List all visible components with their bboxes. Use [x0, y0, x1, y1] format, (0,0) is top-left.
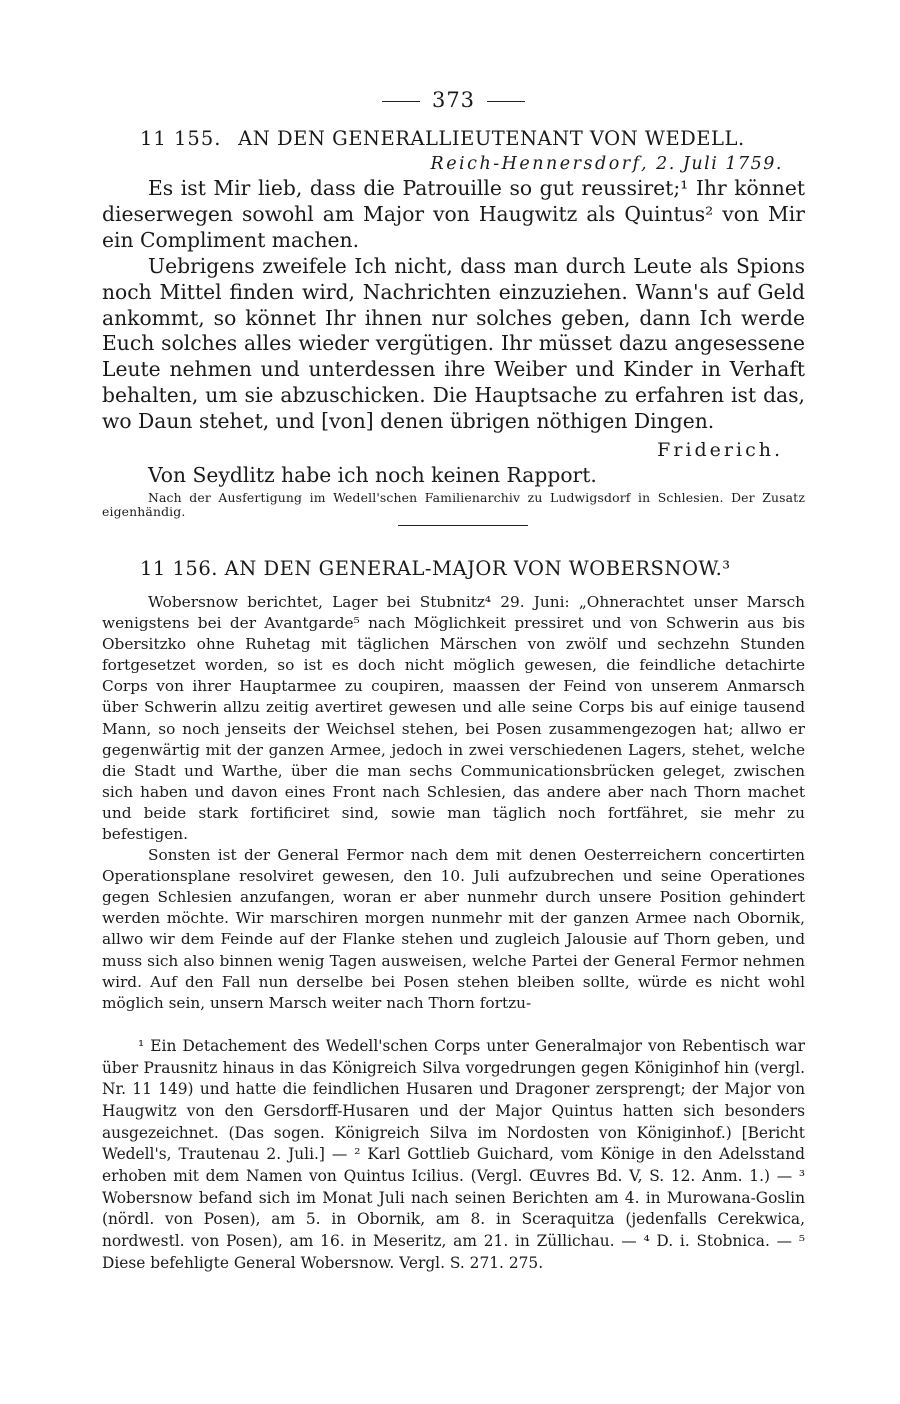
page-number-dash-left — [382, 101, 420, 102]
footnotes: ¹ Ein Detachement des Wedell'schen Corps unter Generalmajor von Rebentisch war über Prausnitz hinaus in das Königreich Silva vorgedrungen gegen Königinhof hin (vergl. Nr. 11 149) und hatte die feindlichen Husaren und Dragoner zersprengt; der Major von Haugwitz von den Gersdorff-Husaren und der Major Quintus hatten sich besonders ausgezeichnet. (Das sogen. Königreich Silva im Nordosten von Königinhof.) [Bericht Wedell's, Trautenau 2. Juli.] — ² Karl Gottlieb Guichard, vom Könige in den Adelsstand erhoben mit dem Namen von Quintus Icilius. (Vergl. Œuvres Bd. V, S. 12. Anm. 1.) — ³ Wobersnow befand sich im Monat Juli nach seinen Berichten am 4. in Murowana-Goslin (nördl. von Posen), am 5. in Obornik, am 8. in Sceraquitza (jedenfalls Cerekwica, nordwestl. von Posen), am 16. in Meseritz, am 21. in Züllichau. — ⁴ D. i. Stobnica. — ⁵ Diese befehligte General Wobersnow. Vergl. S. 271. 275. — [102, 1036, 805, 1272]
page-number-dash-right — [487, 101, 525, 102]
letter1-postscript: Von Seydlitz habe ich noch keinen Rapport. — [148, 463, 597, 488]
letter1-place: Reich-Hennersdorf, — [430, 154, 650, 174]
letter2-paragraph-1: Wobersnow berichtet, Lager bei Stubnitz⁴ 29. Juni: „Ohnerachtet unser Marsch wenigstens bei der Avantgarde⁵ nach Möglichkeit pressiret und von Schwerin aus bis Obersitzko ohne Ruhetag mit täglichen Märschen von zwölf und sechzehn Stunden fortgesetzet worden, so ist es doch nicht möglich gewesen, die feindliche detachirte Corps von ihrer Hauptarmee zu coupiren, maassen der Feind von unserem Anmarsch über Schwerin allzu zeitig avertiret gewesen und alle seine Corps bis auf einige tausend Mann, so noch jenseits der Weichsel stehen, bei Posen zusammengezogen hat; allwo er gegenwärtig mit der ganzen Armee, jedoch in zwei verschiedenen Lagers, stehet, welche die Stadt und Warthe, über die man sechs Communicationsbrücken geleget, zwischen sich haben und davon eines Front nach Schlesien, das andere aber nach Thorn machet und beide stark fortificiret sind, sowie man täglich noch fortfähret, sie mehr zu befestigen. — [102, 592, 805, 843]
letter2-paragraph-2: Sonsten ist der General Fermor nach dem mit denen Oesterreichern concertirten Operationsplane resolviret gewesen, den 10. Juli aufzubrechen und seine Operationes gegen Schlesien anzufangen, woran er aber nunmehr durch unsere Position gehindert werden möchte. Wir marschiren morgen nunmehr mit der ganzen Armee nach Obornik, allwo wir dem Feinde auf der Flanke stehen und zugleich Jalousie auf Thorn geben, und muss sich also binnen wenig Tagen ausweisen, welche Partei der General Fermor nehmen wird. Auf den Fall nun derselbe bei Posen stehen bleiben sollte, würde es nicht wohl möglich sein, unsern Marsch weiter nach Thorn fortzu- — [102, 846, 805, 1012]
letter2-title: AN DEN GENERAL-MAJOR VON WOBERSNOW.³ — [224, 556, 731, 580]
letter1-title: AN DEN GENERALLIEUTENANT VON WEDELL. — [238, 127, 745, 150]
letter2-number: 11 156. — [140, 556, 218, 580]
footnote-spacer — [102, 1014, 805, 1036]
letter1-paragraph-1: Es ist Mir lieb, dass die Patrouille so gut reussiret;¹ Ihr könnet dieserwegen sowohl am Major von Haugwitz als Quintus² von Mir ein Compliment machen. — [102, 176, 805, 252]
section-divider — [398, 525, 528, 526]
letter1-paragraph-2: Uebrigens zweifele Ich nicht, dass man durch Leute als Spions noch Mittel finden wird, Nachrichten einzuziehen. Wann's auf Geld ankommt, so könnet Ihr ihnen nur solches geben, dann Ich werde Euch solches alles wieder vergütigen. Ihr müsset dazu angesessene Leute nehmen und unterdessen ihre Weiber und Kinder in Verhaft behalten, um sie abzuschicken. Die Hauptsache zu erfahren ist das, wo Daun stehet, und [von] denen übrigen nöthigen Dingen. — [102, 253, 805, 434]
letter1-heading — [140, 126, 805, 152]
letter1-place-date — [102, 152, 783, 176]
page-number-line — [102, 88, 805, 112]
page-number: 373 — [431, 88, 476, 112]
document-page — [102, 88, 805, 1275]
letter1-source-note: Nach der Ausfertigung im Wedell'schen Familienarchiv zu Ludwigsdorf in Schlesien. Der Zusatz eigenhändig. — [102, 489, 805, 519]
letter1-number: 11 155. — [140, 127, 222, 150]
letter1-signature: Friderich. — [657, 439, 783, 462]
letter2-heading — [140, 556, 805, 582]
letter1-date: 2. Juli 1759. — [656, 154, 783, 174]
